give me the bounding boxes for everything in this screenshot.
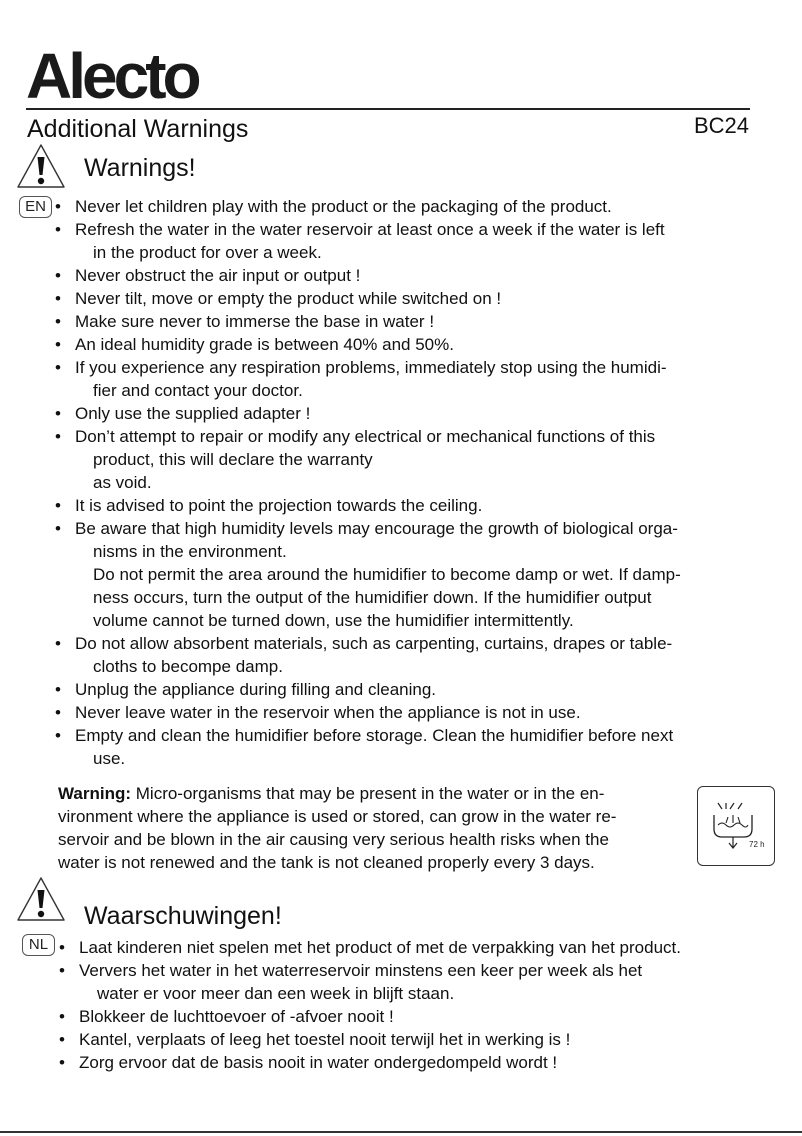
list-item xyxy=(40,517,765,632)
list-item-text: • If you experience any respiration problems, immediately stop using the humidi- xyxy=(75,358,667,377)
list-item-text: • Do not allow absorbent materials, such as carpenting, curtains, drapes or table- xyxy=(75,634,673,653)
list-item-text: • Only use the supplied adapter ! xyxy=(75,404,311,423)
warnings-heading-en: Warnings! xyxy=(84,154,196,182)
list-item-text: • Laat kinderen niet spelen met het product of met de verpakking van het product. xyxy=(79,938,681,957)
logo-text: Alecto xyxy=(26,40,198,106)
warning-line: water is not renewed and the tank is not cleaned properly every 3 days. xyxy=(58,853,595,872)
list-item xyxy=(40,494,765,517)
language-badge-en: EN xyxy=(19,196,52,218)
list-item xyxy=(40,333,765,356)
list-item-text: in the product for over a week. xyxy=(93,243,322,262)
list-item-text: fier and contact your doctor. xyxy=(93,381,303,400)
list-item-text: • Never leave water in the reservoir when the appliance is not in use. xyxy=(75,703,581,722)
warning-label: Warning: xyxy=(58,784,132,803)
warnings-list-en xyxy=(40,195,765,770)
list-item xyxy=(44,959,784,1005)
list-item-text: product, this will declare the warranty xyxy=(93,450,373,469)
list-item-text: • Empty and clean the humidifier before storage. Clean the humidifier before next xyxy=(75,726,674,745)
model-number: BC24 xyxy=(694,113,750,138)
list-item-text: • Don’t attempt to repair or modify any electrical or mechanical functions of this xyxy=(75,427,656,446)
list-item-text: nisms in the environment. xyxy=(93,542,287,561)
list-item xyxy=(44,1051,784,1074)
list-item-text: ness occurs, turn the output of the humidifier down. If the humidifier output xyxy=(93,588,652,607)
alecto-logo-icon xyxy=(26,36,201,106)
list-item xyxy=(40,425,765,494)
warning-paragraph xyxy=(58,782,698,874)
footer-rule xyxy=(0,1131,802,1133)
list-item xyxy=(40,195,765,218)
list-item-text: • Be aware that high humidity levels may encourage the growth of biological orga- xyxy=(75,519,678,538)
list-item xyxy=(40,264,765,287)
list-item-text: • Never obstruct the air input or output ! xyxy=(75,266,361,285)
warning-line: servoir and be blown in the air causing very serious health risks when the xyxy=(58,830,609,849)
list-item xyxy=(40,402,765,425)
list-item xyxy=(40,287,765,310)
list-item xyxy=(40,310,765,333)
list-item-text: volume cannot be turned down, use the humidifier intermittently. xyxy=(93,611,574,630)
list-item-text: • Zorg ervoor dat de basis nooit in water ondergedompeld wordt ! xyxy=(79,1053,558,1072)
refill-interval-pictogram xyxy=(697,786,775,866)
list-item-text: as void. xyxy=(93,473,152,492)
list-item-text: • Never tilt, move or empty the product while switched on ! xyxy=(75,289,502,308)
list-item-text: • An ideal humidity grade is between 40% and 50%. xyxy=(75,335,454,354)
list-item-text: • Blokkeer de luchttoevoer of -afvoer nooit ! xyxy=(79,1007,394,1026)
list-item-text: • Kantel, verplaats of leeg het toestel nooit terwijl het in werking is ! xyxy=(79,1030,571,1049)
list-item xyxy=(44,1028,784,1051)
warning-triangle-icon xyxy=(16,143,66,189)
list-item-text: • It is advised to point the projection towards the ceiling. xyxy=(75,496,483,515)
refill-hours-label: 72 h xyxy=(749,840,765,849)
warning-triangle-icon xyxy=(16,876,66,922)
list-item-text: • Make sure never to immerse the base in water ! xyxy=(75,312,435,331)
list-item-text: • Ververs het water in het waterreservoir minstens een keer per week als het xyxy=(79,961,643,980)
list-item-text: cloths to becompe damp. xyxy=(93,657,283,676)
list-item xyxy=(44,936,784,959)
list-item xyxy=(40,218,765,264)
list-item-text: use. xyxy=(93,749,126,768)
warnings-list-nl xyxy=(44,936,784,1074)
list-item-text: • Unplug the appliance during filling and cleaning. xyxy=(75,680,437,699)
brand-logo xyxy=(26,36,201,106)
warnings-heading-nl: Waarschuwingen! xyxy=(84,902,282,930)
list-item-text: • Refresh the water in the water reservoir at least once a week if the water is left xyxy=(75,220,665,239)
list-item xyxy=(40,701,765,724)
list-item xyxy=(40,356,765,402)
language-badge-nl: NL xyxy=(22,934,55,956)
list-item xyxy=(44,1005,784,1028)
header-rule xyxy=(26,108,750,110)
list-item xyxy=(40,632,765,678)
list-item-text: Do not permit the area around the humidifier to become damp or wet. If damp- xyxy=(93,565,681,584)
list-item xyxy=(40,678,765,701)
warning-line: Micro-organisms that may be present in the water or in the en- xyxy=(131,784,605,803)
list-item xyxy=(40,724,765,770)
list-item-text: • Never let children play with the product or the packaging of the product. xyxy=(75,197,612,216)
page-title: Additional Warnings xyxy=(27,115,249,143)
list-item-text: water er voor meer dan een week in blijft staan. xyxy=(97,984,455,1003)
warning-line: vironment where the appliance is used or stored, can grow in the water re- xyxy=(58,807,617,826)
